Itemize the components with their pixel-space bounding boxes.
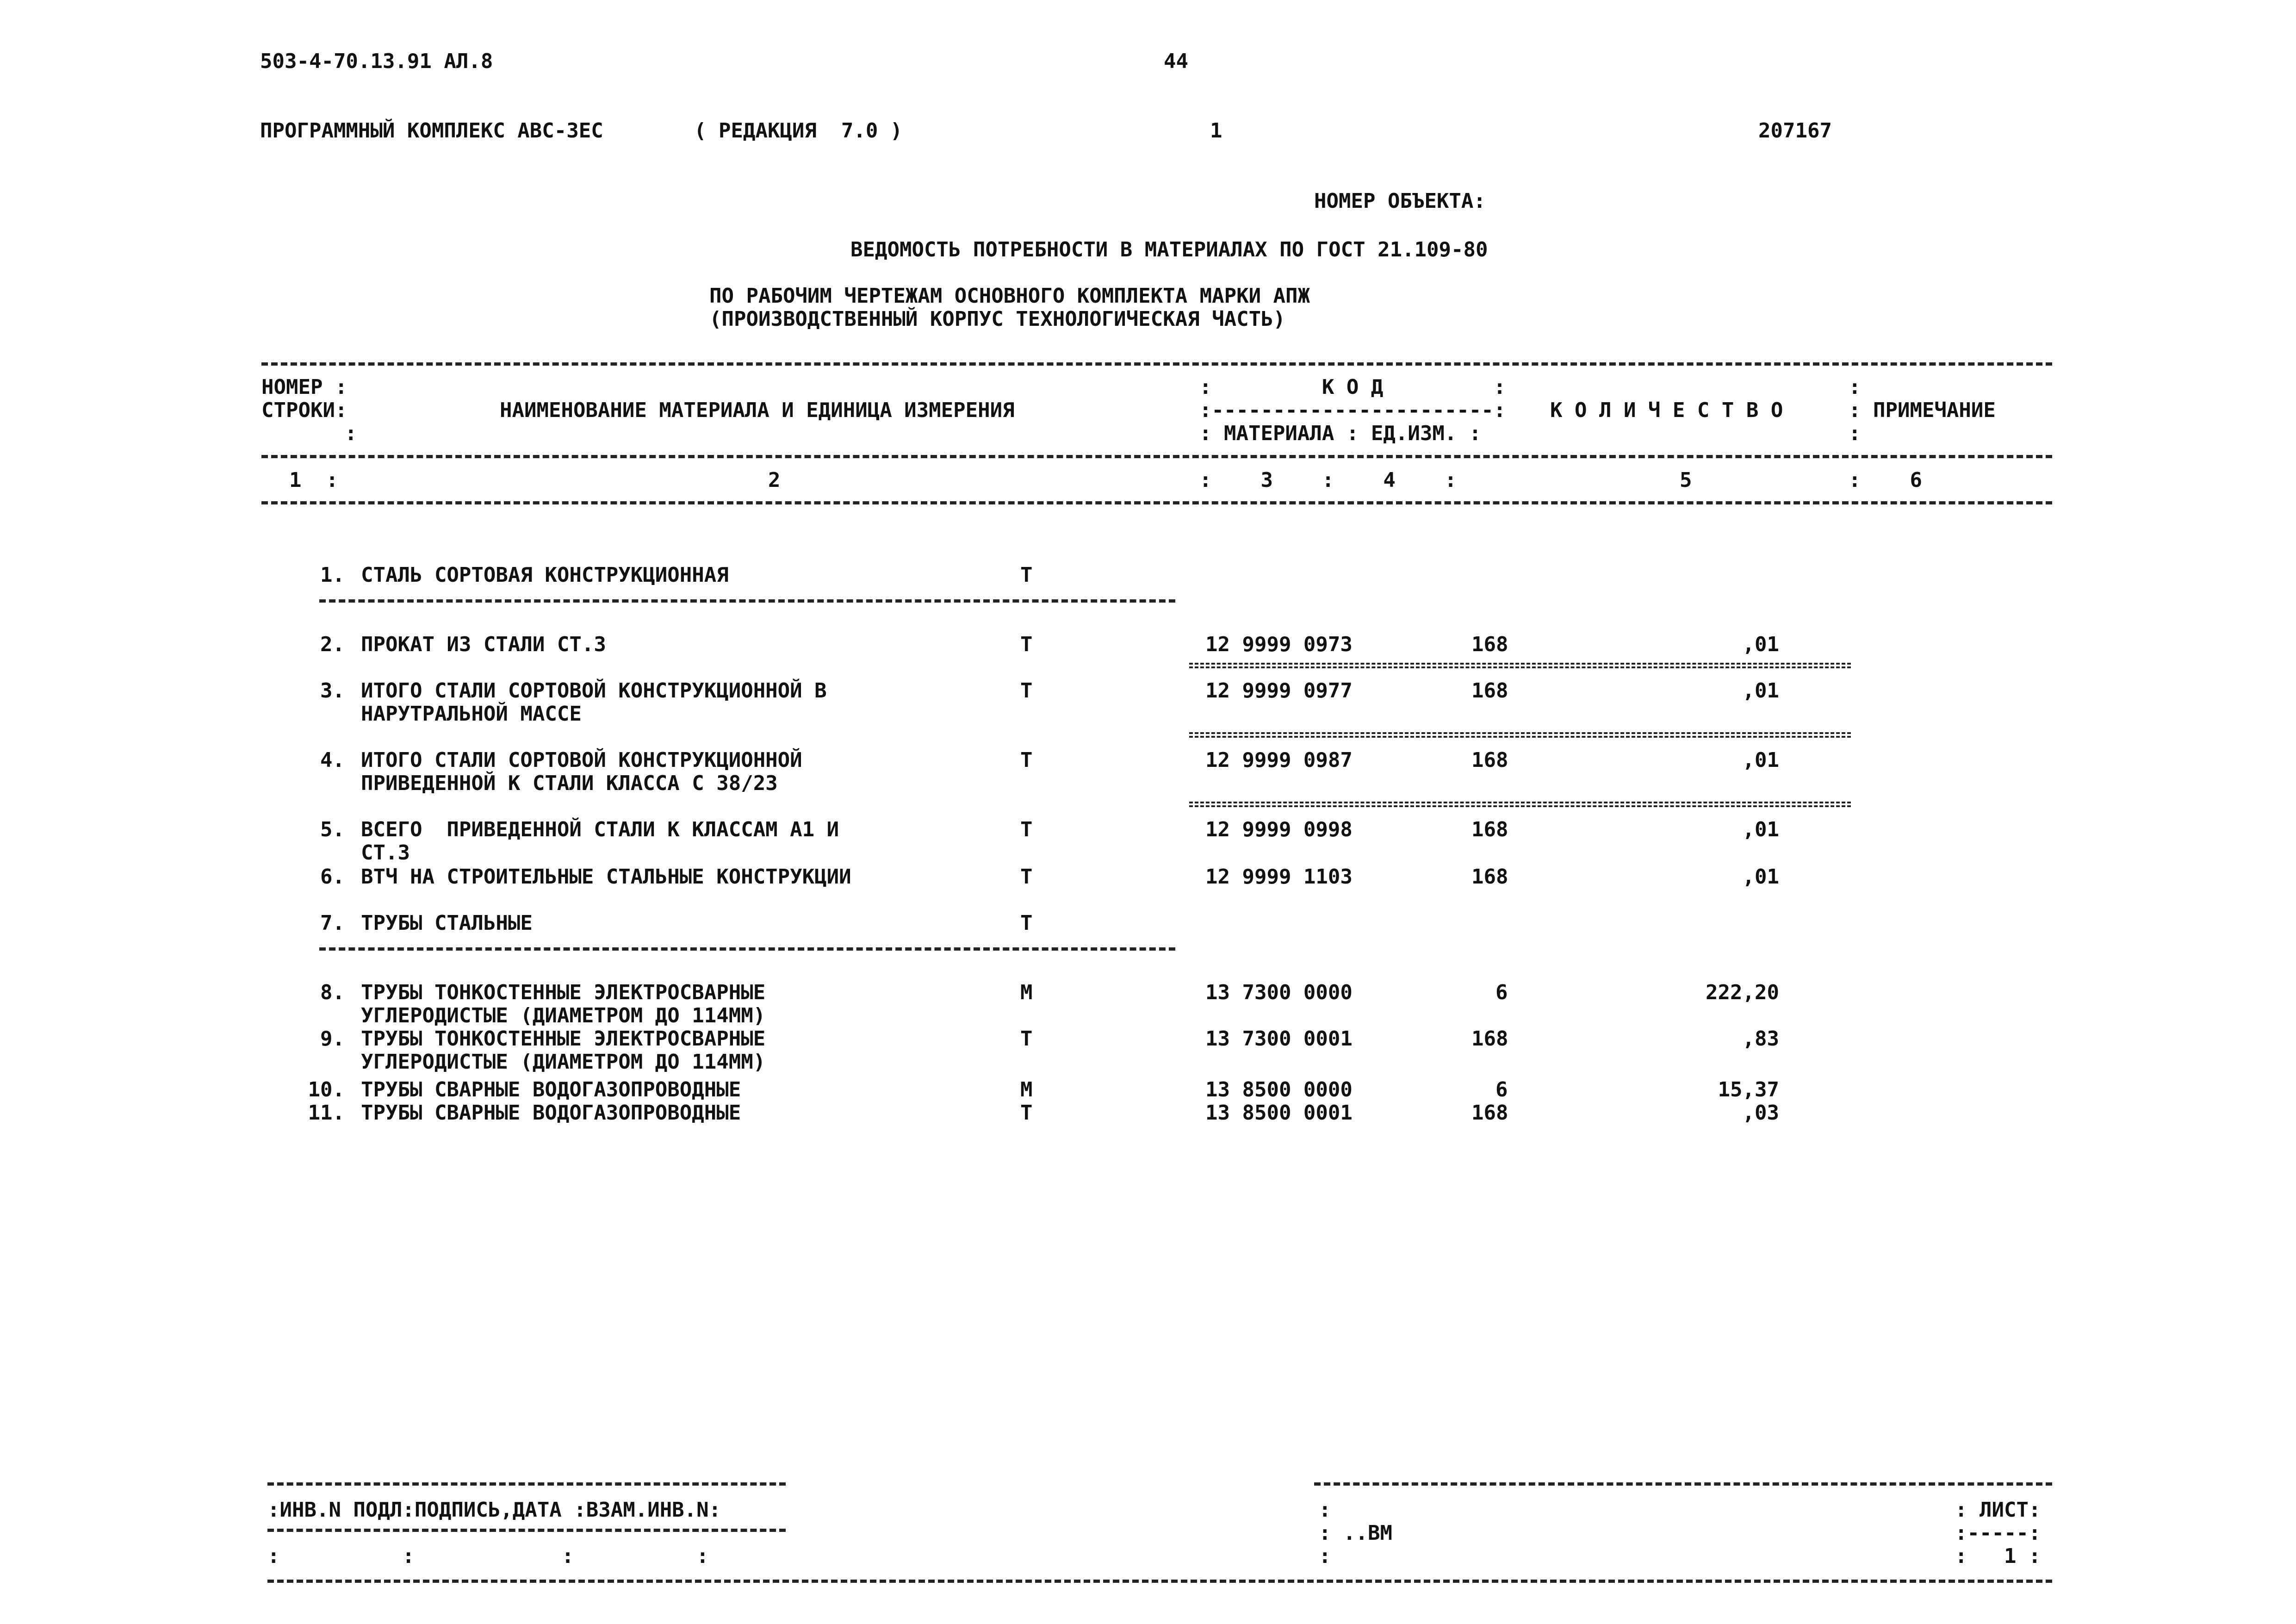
material-name-cont: ПРИВЕДЕННОЙ К СТАЛИ КЛАССА С 38/23 (361, 772, 778, 795)
column-number-3-4: : 3 : 4 : (1199, 468, 1457, 492)
material-code: 12 9999 1103 (1205, 865, 1353, 889)
unit: Т (1020, 865, 1033, 889)
stamp-top-rule (267, 1482, 786, 1486)
code-subheader: : МАТЕРИАЛА : ЕД.ИЗМ. : (1199, 422, 1482, 445)
material-code: 12 9999 0998 (1205, 818, 1353, 841)
row-number: 2. (320, 633, 345, 656)
row-number: 5. (320, 818, 345, 841)
unit: М (1020, 1078, 1033, 1101)
unit-code: 168 (1471, 1101, 1508, 1125)
column-number-1: 1 : (289, 468, 338, 492)
row-number: 9. (320, 1027, 345, 1051)
title-block-top-rule (1314, 1482, 2052, 1486)
material-name-cont: УГЛЕРОДИСТЫЕ (ДИАМЕТРОМ ДО 114ММ) (361, 1004, 766, 1027)
unit: Т (1020, 911, 1033, 935)
total-separator (1189, 663, 1851, 668)
unit-code: 168 (1471, 679, 1508, 703)
unit: Т (1020, 563, 1033, 587)
table-header-rule (261, 455, 2052, 458)
column-number-2: 2 (768, 468, 781, 492)
unit-code: 6 (1496, 1078, 1508, 1101)
quantity: ,01 (1742, 679, 1779, 703)
mark-colon-top: : (1319, 1498, 1331, 1522)
unit-code: 168 (1471, 633, 1508, 656)
quantity: ,03 (1742, 1101, 1779, 1125)
quantity: 222,20 (1706, 981, 1779, 1004)
material-name: ВТЧ НА СТРОИТЕЛЬНЫЕ СТАЛЬНЫЕ КОНСТРУКЦИИ (361, 865, 851, 889)
quantity-header: К О Л И Ч Е С Т В О (1550, 398, 1783, 422)
material-code: 13 7300 0000 (1205, 981, 1353, 1004)
material-name-cont: УГЛЕРОДИСТЫЕ (ДИАМЕТРОМ ДО 114ММ) (361, 1050, 766, 1074)
object-number-label: НОМЕР ОБЪЕКТА: (1314, 189, 1486, 213)
material-name: ТРУБЫ ТОНКОСТЕННЫЕ ЭЛЕКТРОСВАРНЫЕ (361, 1027, 766, 1051)
stamp-mid-rule (267, 1529, 786, 1532)
unit-code: 168 (1471, 865, 1508, 889)
sheet-label: : ЛИСТ: (1955, 1498, 2041, 1522)
quantity-header-colon-bottom: : (1849, 422, 1861, 445)
material-name: ПРОКАТ ИЗ СТАЛИ СТ.3 (361, 633, 606, 656)
quantity: ,83 (1742, 1027, 1779, 1051)
document-subtitle-line2: (ПРОИЗВОДСТВЕННЫЙ КОРПУС ТЕХНОЛОГИЧЕСКАЯ ЧАСТЬ) (709, 307, 1286, 331)
document-subtitle-line1: ПО РАБОЧИМ ЧЕРТЕЖАМ ОСНОВНОГО КОМПЛЕКТА МАРКИ АПЖ (709, 284, 1310, 308)
column-number-5: 5 (1680, 468, 1692, 492)
edition-label: ( РЕДАКЦИЯ 7.0 ) (694, 119, 903, 143)
unit: Т (1020, 818, 1033, 841)
row-number: 11. (308, 1101, 345, 1125)
row-number: 10. (308, 1078, 345, 1101)
material-name: ИТОГО СТАЛИ СОРТОВОЙ КОНСТРУКЦИОННОЙ (361, 748, 802, 772)
material-name: ТРУБЫ СТАЛЬНЫЕ (361, 911, 533, 935)
row-number-header-1: НОМЕР : (261, 375, 348, 399)
row-number-header-3: : (345, 422, 357, 445)
sheet-separator: :-----: (1955, 1521, 2041, 1545)
page-bottom-rule (267, 1580, 2052, 1583)
material-name-cont: СТ.3 (361, 841, 410, 865)
quantity: ,01 (1742, 818, 1779, 841)
code-header-separator: :-----------------------: (1199, 398, 1506, 422)
row-number: 4. (320, 748, 345, 772)
material-name: ВСЕГО ПРИВЕДЕННОЙ СТАЛИ К КЛАССАМ А1 И (361, 818, 839, 841)
unit: М (1020, 981, 1033, 1004)
unit: Т (1020, 679, 1033, 703)
material-name: ТРУБЫ СВАРНЫЕ ВОДОГАЗОПРОВОДНЫЕ (361, 1078, 741, 1101)
document-title: ВЕДОМОСТЬ ПОТРЕБНОСТИ В МАТЕРИАЛАХ ПО ГОСТ 21.109-80 (850, 238, 1488, 261)
material-code: 13 8500 0000 (1205, 1078, 1353, 1101)
unit-code: 168 (1471, 1027, 1508, 1051)
material-name: ТРУБЫ ТОНКОСТЕННЫЕ ЭЛЕКТРОСВАРНЫЕ (361, 981, 766, 1004)
quantity-header-colon-top: : (1849, 375, 1861, 399)
unit: Т (1020, 1101, 1033, 1125)
group-underline (319, 599, 1175, 603)
material-name: СТАЛЬ СОРТОВАЯ КОНСТРУКЦИОННАЯ (361, 563, 729, 587)
code-header: : К О Д : (1199, 375, 1506, 399)
total-separator (1189, 732, 1851, 738)
material-name: ТРУБЫ СВАРНЫЕ ВОДОГАЗОПРОВОДНЫЕ (361, 1101, 741, 1125)
mark-code: : ..ВМ (1319, 1521, 1392, 1545)
row-number: 6. (320, 865, 345, 889)
unit-code: 168 (1471, 748, 1508, 772)
group-underline (319, 947, 1175, 951)
stamp-labels: :ИНВ.N ПОДЛ:ПОДПИСЬ,ДАТА :ВЗАМ.ИНВ.N: (267, 1498, 721, 1522)
table-columns-rule (261, 501, 2052, 504)
row-number: 8. (320, 981, 345, 1004)
column-number-6: : 6 (1849, 468, 1922, 492)
unit: Т (1020, 1027, 1033, 1051)
row-number-header-2: СТРОКИ: (261, 398, 348, 422)
note-header: : ПРИМЕЧАНИЕ (1849, 398, 1996, 422)
material-code: 12 9999 0987 (1205, 748, 1353, 772)
unit-code: 168 (1471, 818, 1508, 841)
material-code: 12 9999 0977 (1205, 679, 1353, 703)
quantity: ,01 (1742, 633, 1779, 656)
material-code: 13 8500 0001 (1205, 1101, 1353, 1125)
unit: Т (1020, 748, 1033, 772)
table-top-rule (261, 362, 2052, 366)
material-code: 13 7300 0001 (1205, 1027, 1353, 1051)
row-number: 1. (320, 563, 345, 587)
mark-colon-bottom: : (1319, 1544, 1331, 1568)
row-number: 7. (320, 911, 345, 935)
page-number: 44 (1164, 50, 1188, 73)
document-code: 503-4-70.13.91 АЛ.8 (260, 50, 493, 73)
program-name: ПРОГРАММНЫЙ КОМПЛЕКС АВС-3ЕС (260, 119, 603, 143)
material-name-header: НАИМЕНОВАНИЕ МАТЕРИАЛА И ЕДИНИЦА ИЗМЕРЕНИЯ (500, 398, 1015, 422)
unit: Т (1020, 633, 1033, 656)
material-name: ИТОГО СТАЛИ СОРТОВОЙ КОНСТРУКЦИОННОЙ В (361, 679, 827, 703)
unit-code: 6 (1496, 981, 1508, 1004)
quantity: ,01 (1742, 748, 1779, 772)
stamp-cells: : : : : (267, 1544, 709, 1568)
quantity: 15,37 (1718, 1078, 1779, 1101)
quantity: ,01 (1742, 865, 1779, 889)
section-number: 1 (1210, 119, 1222, 143)
total-separator (1189, 802, 1851, 807)
document-number: 207167 (1758, 119, 1832, 143)
material-name-cont: НАРУТРАЛЬНОЙ МАССЕ (361, 702, 582, 726)
row-number: 3. (320, 679, 345, 703)
sheet-number: : 1 : (1955, 1544, 2041, 1568)
material-code: 12 9999 0973 (1205, 633, 1353, 656)
